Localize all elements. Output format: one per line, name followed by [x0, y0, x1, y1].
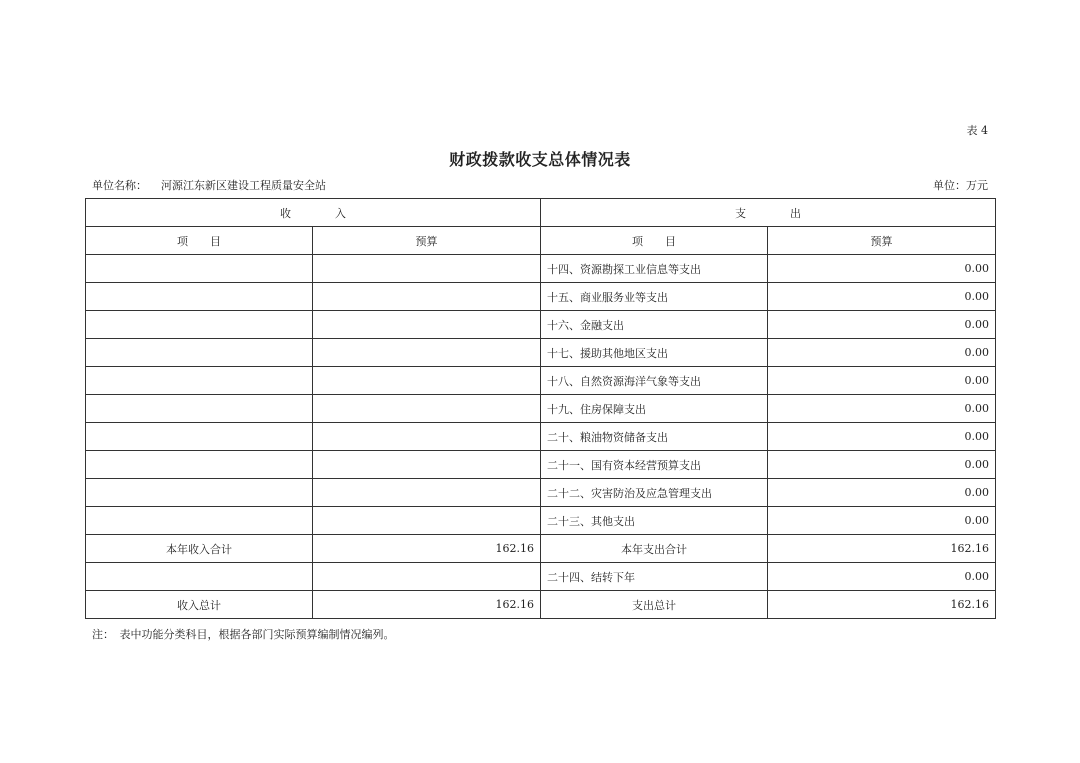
expense-header: 支 出 — [541, 199, 996, 227]
income-item-cell — [86, 507, 313, 535]
expense-budget-cell: 0.00 — [768, 395, 996, 423]
table-row — [86, 339, 996, 367]
income-item-cell — [86, 255, 313, 283]
expense-budget-cell: 162.16 — [768, 535, 996, 563]
expense-item-cell: 十五、商业服务业等支出 — [541, 283, 768, 311]
income-header: 收 入 — [86, 199, 541, 227]
income-budget-cell — [313, 367, 541, 395]
income-budget-cell — [313, 283, 541, 311]
column-header-row — [86, 227, 996, 255]
group-header-row — [86, 199, 996, 227]
table-row — [86, 283, 996, 311]
expense-item-cell: 十六、金融支出 — [541, 311, 768, 339]
unit-name-label: 单位名称： — [92, 179, 147, 192]
expense-item-cell: 十八、自然资源海洋气象等支出 — [541, 367, 768, 395]
table-row — [86, 423, 996, 451]
expense-item-cell: 十九、住房保障支出 — [541, 395, 768, 423]
table-row — [86, 367, 996, 395]
income-budget-cell — [313, 451, 541, 479]
income-item-cell — [86, 339, 313, 367]
income-item-cell: 本年收入合计 — [86, 535, 313, 563]
income-budget-cell — [313, 479, 541, 507]
income-item-cell — [86, 367, 313, 395]
income-budget-cell — [313, 423, 541, 451]
expense-budget-cell: 0.00 — [768, 423, 996, 451]
income-item-cell — [86, 283, 313, 311]
income-item-cell — [86, 451, 313, 479]
expense-item-cell: 十四、资源勘探工业信息等支出 — [541, 255, 768, 283]
income-item-cell — [86, 479, 313, 507]
expense-budget-cell: 0.00 — [768, 311, 996, 339]
income-budget-cell — [313, 507, 541, 535]
unit-name-line — [92, 177, 326, 193]
income-budget-cell — [313, 395, 541, 423]
expense-item-cell: 二十四、结转下年 — [541, 563, 768, 591]
income-budget-header: 预算 — [313, 227, 541, 255]
income-item-cell — [86, 563, 313, 591]
expense-item-cell: 二十三、其他支出 — [541, 507, 768, 535]
expense-item-cell: 二十一、国有资本经营预算支出 — [541, 451, 768, 479]
table-row — [86, 255, 996, 283]
expense-budget-cell: 0.00 — [768, 339, 996, 367]
income-budget-cell: 162.16 — [313, 535, 541, 563]
page-title: 财政拨款收支总体情况表 — [449, 150, 631, 169]
unit-label: 单位：万元 — [933, 179, 988, 192]
income-budget-cell — [313, 255, 541, 283]
expense-budget-cell: 0.00 — [768, 563, 996, 591]
income-budget-cell: 162.16 — [313, 591, 541, 619]
income-item-header: 项 目 — [86, 227, 313, 255]
total-row — [86, 535, 996, 563]
expense-budget-header: 预算 — [768, 227, 996, 255]
table-row — [86, 563, 996, 591]
unit-name-value: 河源江东新区建设工程质量安全站 — [161, 179, 326, 192]
table-row — [86, 311, 996, 339]
expense-budget-cell: 162.16 — [768, 591, 996, 619]
income-item-cell — [86, 395, 313, 423]
table-row — [86, 395, 996, 423]
expense-budget-cell: 0.00 — [768, 255, 996, 283]
expense-item-cell: 二十、粮油物资储备支出 — [541, 423, 768, 451]
table-row — [86, 451, 996, 479]
total-row — [86, 591, 996, 619]
footnote: 注： 表中功能分类科目，根据各部门实际预算编制情况编列。 — [92, 628, 395, 641]
income-budget-cell — [313, 563, 541, 591]
expense-item-cell: 十七、援助其他地区支出 — [541, 339, 768, 367]
income-item-cell — [86, 423, 313, 451]
income-item-cell — [86, 311, 313, 339]
expense-item-header: 项 目 — [541, 227, 768, 255]
table-row — [86, 507, 996, 535]
income-budget-cell — [313, 339, 541, 367]
expense-item-cell: 二十二、灾害防治及应急管理支出 — [541, 479, 768, 507]
table-row — [86, 479, 996, 507]
table-number: 表 4 — [966, 124, 988, 137]
expense-item-cell: 本年支出合计 — [541, 535, 768, 563]
expense-budget-cell: 0.00 — [768, 367, 996, 395]
expense-item-cell: 支出总计 — [541, 591, 768, 619]
expense-budget-cell: 0.00 — [768, 507, 996, 535]
budget-table — [85, 198, 996, 619]
expense-budget-cell: 0.00 — [768, 283, 996, 311]
income-budget-cell — [313, 311, 541, 339]
expense-budget-cell: 0.00 — [768, 451, 996, 479]
expense-budget-cell: 0.00 — [768, 479, 996, 507]
income-item-cell: 收入总计 — [86, 591, 313, 619]
